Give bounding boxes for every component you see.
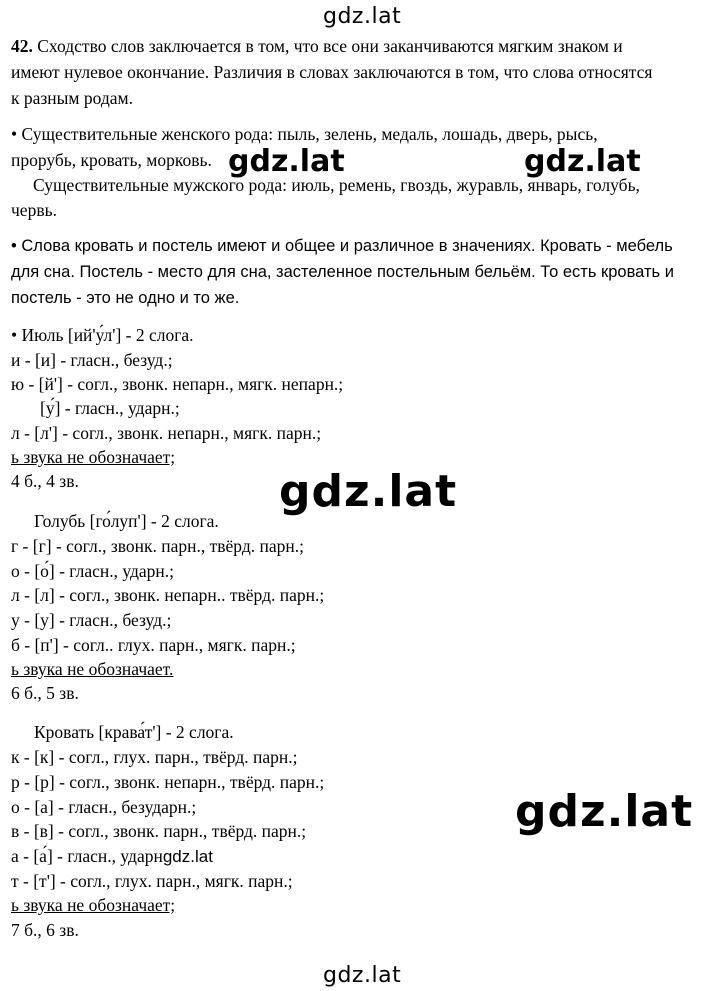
watermark-inline-left: gdz.lat xyxy=(228,144,345,179)
golub-title: Голубь [го́луп'] - 2 слога. xyxy=(34,511,219,531)
watermark-inline-right: gdz.lat xyxy=(524,144,641,179)
krovat-sound-line-with-watermark xyxy=(11,846,213,867)
meaning-line-2: для сна. Постель - место для сна, застеленное постельным бельём. То есть кровать и xyxy=(11,263,674,281)
golub-sound-line: б - [п'] - согл.. глух. парн., мягк. парн.; xyxy=(11,635,296,655)
feminine-nouns-line-1: • Существительные женского рода: пыль, зелень, медаль, лошадь, дверь, рысь, xyxy=(11,124,598,144)
iyul-sound-line: [у́] - гласн., ударн.; xyxy=(40,398,180,418)
golub-sound-line: у - [у] - гласн., безуд.; xyxy=(11,610,172,630)
krovat-sound-line: т - [т'] - согл., глух. парн., мягк. парн.; xyxy=(11,871,293,891)
watermark-right: gdz.lat xyxy=(515,786,694,837)
golub-total: 6 б., 5 зв. xyxy=(11,683,79,703)
masculine-nouns-line-1: Существительные мужского рода: июль, ремень, гвоздь, журавль, январь, голубь, xyxy=(33,175,640,195)
golub-sound-line: г - [г] - согл., звонк. парн., твёрд. парн.; xyxy=(11,536,304,556)
exercise-intro-text-1: Сходство слов заключается в том, что все они заканчиваются мягким знаком и xyxy=(37,36,623,56)
feminine-nouns-line-2: прорубь, кровать, морковь. xyxy=(11,150,212,170)
golub-sound-line: о - [о́] - гласн., ударн.; xyxy=(11,561,175,581)
watermark-top: gdz.lat xyxy=(323,4,402,29)
meaning-line-1: • Слова кровать и постель имеют и общее и различное в значениях. Кровать - мебель xyxy=(11,237,673,255)
krovat-title: Кровать [крава́т'] - 2 слога. xyxy=(34,722,234,742)
krovat-sound-line: в - [в] - согл., звонк. парн., твёрд. парн.; xyxy=(11,821,307,841)
masculine-nouns-line-2: червь. xyxy=(11,200,57,220)
iyul-soft-sign-note: ь звука не обозначает; xyxy=(11,447,176,467)
krovat-sound-line: к - [к] - согл., глух. парн., твёрд. парн.; xyxy=(11,747,298,767)
watermark-middle: gdz.lat xyxy=(279,466,458,517)
krovat-sound-text: а - [а́] - гласн., ударн xyxy=(11,846,163,866)
krovat-sound-line: р - [р] - согл., звонк. непарн., твёрд. парн.; xyxy=(11,772,325,792)
watermark-bottom: gdz.lat xyxy=(323,963,402,988)
golub-sound-line: л - [л] - согл., звонк. непарн.. твёрд. парн.; xyxy=(11,585,325,605)
iyul-sound-line: ю - [й'] - согл., звонк. непарн., мягк. непарн.; xyxy=(11,374,344,394)
golub-soft-sign-note: ь звука не обозначает. xyxy=(11,659,174,679)
exercise-number: 42. xyxy=(11,36,33,56)
meaning-line-3: постель - это не одно и то же. xyxy=(11,289,240,307)
iyul-total: 4 б., 4 зв. xyxy=(11,471,79,491)
krovat-soft-sign-note: ь звука не обозначает; xyxy=(11,895,176,915)
iyul-title: • Июль [ий'у́л'] - 2 слога. xyxy=(11,325,194,345)
krovat-sound-line: о - [а] - гласн., безударн.; xyxy=(11,797,197,817)
krovat-total: 7 б., 6 зв. xyxy=(11,920,79,940)
exercise-intro-line-3: к разным родам. xyxy=(11,88,133,108)
exercise-intro-line-1 xyxy=(11,36,623,56)
iyul-sound-line: и - [и] - гласн., безуд.; xyxy=(11,350,173,370)
iyul-sound-line: л - [л'] - согл., звонк. непарн., мягк. парн.; xyxy=(11,423,322,443)
exercise-intro-line-2: имеют нулевое окончание. Различия в словах заключаются в том, что слова относятся xyxy=(11,62,653,82)
watermark-inline-small: gdz.lat xyxy=(162,847,213,866)
